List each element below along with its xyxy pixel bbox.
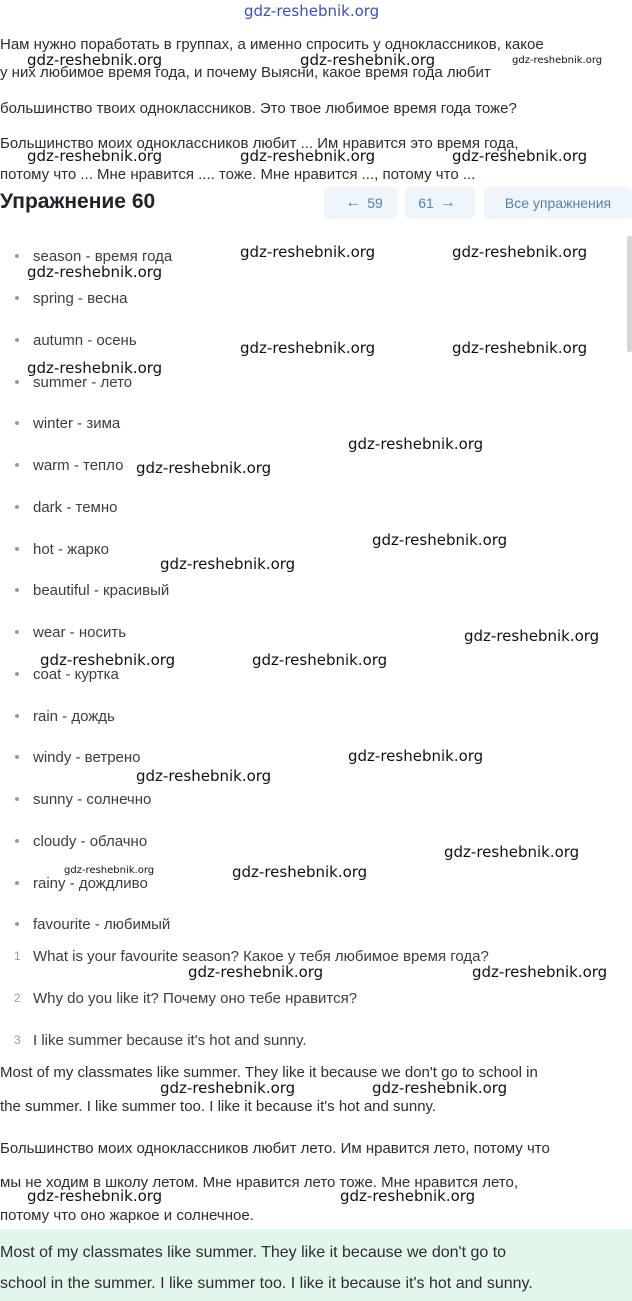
arrow-left-icon: ←: [345, 194, 362, 211]
bullet-icon: [15, 714, 19, 718]
watermark-text: gdz-reshebnik.org: [444, 843, 580, 861]
vocab-text: summer - лето: [33, 374, 133, 391]
prev-exercise-button[interactable]: [324, 187, 398, 219]
watermark-text: gdz-reshebnik.org: [372, 531, 508, 549]
paragraph-ru-line: Большинство моих одноклассников любит лето. Им нравится лето, потому что: [0, 1140, 550, 1157]
watermark-text: gdz-reshebnik.org: [27, 359, 163, 377]
vocab-text: hot - жарко: [33, 541, 109, 558]
watermark-text: gdz-reshebnik.org: [27, 147, 163, 165]
task-line-5: потому что ... Мне нравится .... тоже. Мне нравится ..., потому что ...: [0, 166, 476, 183]
question-number: 3: [14, 1033, 21, 1047]
vocab-text: dark - темно: [33, 499, 118, 516]
watermark-text: gdz-reshebnik.org: [27, 51, 163, 69]
arrow-right-icon: →: [439, 194, 456, 211]
watermark-text: gdz-reshebnik.org: [512, 55, 603, 66]
watermark-text: gdz-reshebnik.org: [240, 243, 376, 261]
watermark-text: gdz-reshebnik.org: [252, 651, 388, 669]
bullet-icon: [15, 421, 19, 425]
prev-exercise-label: 59: [367, 195, 383, 211]
all-exercises-label: Все упражнения: [504, 195, 612, 211]
bullet-icon: [15, 505, 19, 509]
bullet-icon: [15, 922, 19, 926]
vocab-text: spring - весна: [33, 290, 128, 307]
vocab-text: beautiful - красивый: [33, 582, 170, 599]
watermark-text: gdz-reshebnik.org: [27, 1187, 163, 1205]
watermark-text: gdz-reshebnik.org: [64, 865, 155, 876]
vocab-text: wear - носить: [33, 624, 127, 641]
watermark-text: gdz-reshebnik.org: [452, 243, 588, 261]
site-watermark-top[interactable]: gdz-reshebnik.org: [244, 2, 380, 20]
paragraph-en-line: Most of my classmates like summer. They like it because we don't go to school in: [0, 1064, 538, 1081]
vocab-text: season - время года: [33, 248, 173, 265]
bullet-icon: [15, 380, 19, 384]
bullet-icon: [15, 797, 19, 801]
vocab-text: favourite - любимый: [33, 916, 171, 933]
watermark-text: gdz-reshebnik.org: [348, 747, 484, 765]
watermark-text: gdz-reshebnik.org: [348, 435, 484, 453]
watermark-text: gdz-reshebnik.org: [136, 767, 272, 785]
watermark-text: gdz-reshebnik.org: [136, 459, 272, 477]
vocab-text: cloudy - облачно: [33, 833, 148, 850]
watermark-text: gdz-reshebnik.org: [472, 963, 608, 981]
bullet-icon: [15, 881, 19, 885]
question-number: 1: [14, 949, 21, 963]
question-text: I like summer because it's hot and sunny.: [33, 1032, 307, 1049]
question-text: What is your favourite season? Какое у тебя любимое время года?: [33, 948, 489, 965]
next-exercise-button[interactable]: [405, 187, 475, 219]
watermark-text: gdz-reshebnik.org: [464, 627, 600, 645]
watermark-text: gdz-reshebnik.org: [340, 1187, 476, 1205]
bullet-icon: [15, 296, 19, 300]
all-exercises-button[interactable]: [484, 187, 632, 219]
paragraph-ru-line: потому что оно жаркое и солнечное.: [0, 1207, 254, 1224]
bullet-icon: [15, 463, 19, 467]
exercise-title: Упражнение 60: [0, 190, 156, 213]
scrollbar[interactable]: [627, 236, 632, 352]
watermark-text: gdz-reshebnik.org: [188, 963, 324, 981]
task-line-1: Нам нужно поработать в группах, а именно спросить у одноклассников, какое: [0, 36, 544, 53]
watermark-text: gdz-reshebnik.org: [452, 147, 588, 165]
vocab-text: windy - ветрено: [33, 749, 141, 766]
bullet-icon: [15, 254, 19, 258]
watermark-text: gdz-reshebnik.org: [27, 263, 163, 281]
question-text: Why do you like it? Почему оно тебе нравится?: [33, 990, 358, 1007]
bullet-icon: [15, 672, 19, 676]
paragraph-ru-line: мы не ходим в школу летом. Мне нравится лето тоже. Мне нравится лето,: [0, 1174, 519, 1191]
watermark-text: gdz-reshebnik.org: [300, 51, 436, 69]
watermark-text: gdz-reshebnik.org: [240, 147, 376, 165]
task-line-2: у них любимое время года, и почему Выясни, какое время года любит: [0, 64, 491, 81]
watermark-text: gdz-reshebnik.org: [160, 1079, 296, 1097]
vocab-text: rain - дождь: [33, 708, 115, 725]
watermark-text: gdz-reshebnik.org: [40, 651, 176, 669]
bullet-icon: [15, 547, 19, 551]
paragraph-en-line: the summer. I like summer too. I like it because it's hot and sunny.: [0, 1098, 437, 1115]
vocab-text: winter - зима: [33, 415, 121, 432]
answer-box: [0, 1229, 632, 1301]
watermark-text: gdz-reshebnik.org: [160, 555, 296, 573]
bullet-icon: [15, 630, 19, 634]
task-line-3: большинство твоих одноклассников. Это твое любимое время года тоже?: [0, 100, 517, 117]
vocab-text: autumn - осень: [33, 332, 137, 349]
vocab-text: warm - тепло: [33, 457, 124, 474]
answer-line: school in the summer. I like summer too. I like it because it's hot and sunny.: [0, 1275, 533, 1292]
watermark-text: gdz-reshebnik.org: [232, 863, 368, 881]
bullet-icon: [15, 755, 19, 759]
watermark-text: gdz-reshebnik.org: [452, 339, 588, 357]
bullet-icon: [15, 839, 19, 843]
answer-text: [0, 1237, 630, 1299]
watermark-text: gdz-reshebnik.org: [372, 1079, 508, 1097]
next-exercise-label: 61: [418, 195, 434, 211]
vocab-text: rainy - дождливо: [33, 875, 148, 892]
bullet-icon: [15, 338, 19, 342]
answer-line: Most of my classmates like summer. They like it because we don't go to: [0, 1244, 507, 1261]
vocab-text: coat - куртка: [33, 666, 119, 683]
task-line-4: Большинство моих одноклассников любит ... Им нравится это время года,: [0, 135, 519, 152]
question-number: 2: [14, 991, 21, 1005]
vocab-text: sunny - солнечно: [33, 791, 152, 808]
bullet-icon: [15, 588, 19, 592]
watermark-text: gdz-reshebnik.org: [240, 339, 376, 357]
